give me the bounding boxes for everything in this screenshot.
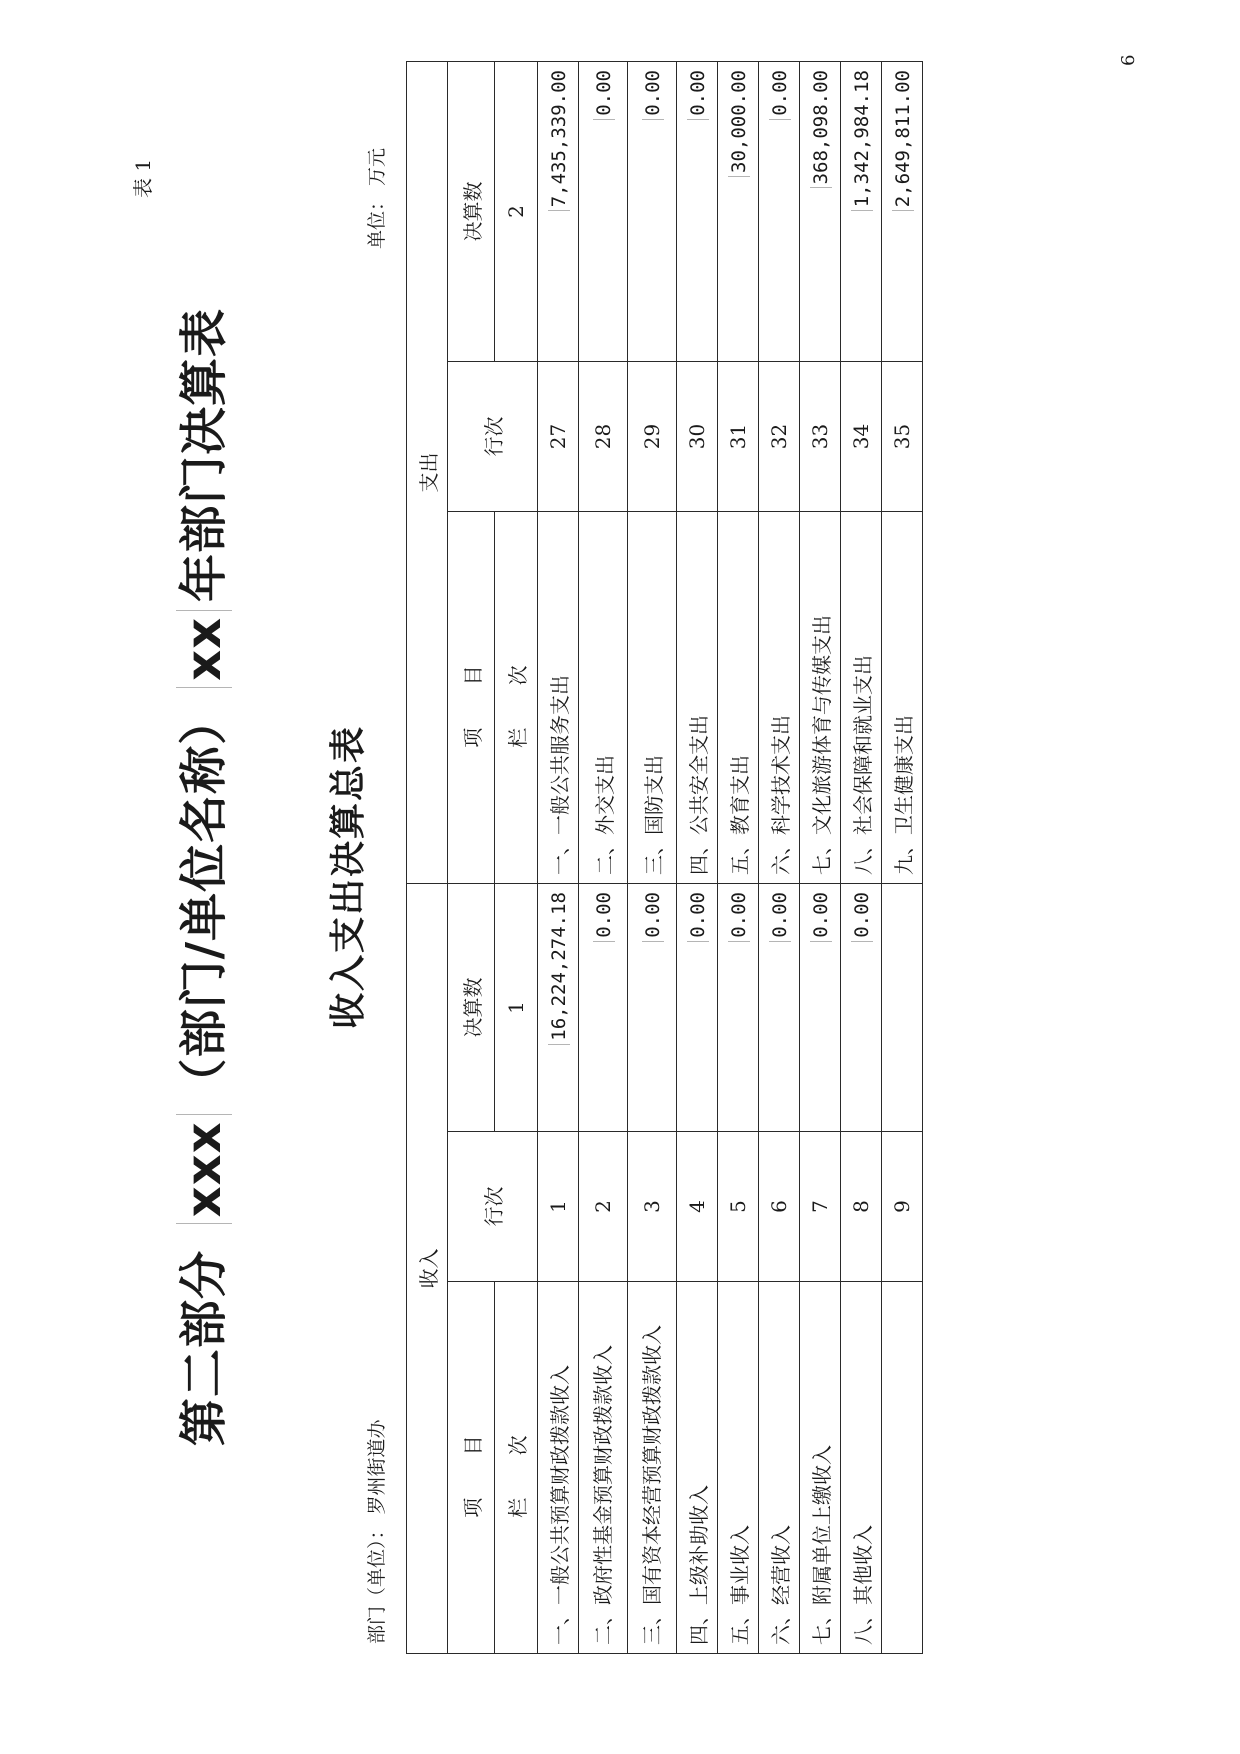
- expense-col-index: 2: [495, 62, 538, 362]
- income-final-value: 0.00: [851, 892, 873, 942]
- expense-item: 四、公共安全支出: [677, 512, 718, 884]
- department-line: 部门（单位）： 罗州街道办: [366, 1419, 388, 1644]
- income-final-value: 0.00: [810, 892, 832, 942]
- income-item: 一、一般公共预算财政拨款收入: [538, 1282, 579, 1654]
- income-item: 五、事业收入: [718, 1282, 759, 1654]
- expense-item: 二、外交支出: [579, 512, 628, 884]
- unit-line: 单位： 万元: [366, 147, 388, 249]
- table-row: [882, 62, 923, 1654]
- income-final-value: 16,224,274.18: [548, 892, 570, 1045]
- income-row-no: 3: [628, 1132, 677, 1282]
- expense-row-no: 35: [882, 362, 923, 512]
- table-row: [759, 62, 800, 1654]
- expense-row-no: 32: [759, 362, 800, 512]
- income-final-value: 0.00: [687, 892, 709, 942]
- income-row-no: 9: [882, 1132, 923, 1282]
- expense-final-header: 决算数: [448, 62, 495, 362]
- expense-final-value: 0.00: [687, 70, 709, 120]
- income-item: 四、上级补助收入: [677, 1282, 718, 1654]
- income-row-no: 6: [759, 1132, 800, 1282]
- year-placeholder: xx: [176, 610, 232, 688]
- expense-final-value: 368,098.00: [810, 70, 832, 188]
- expense-item: 九、卫生健康支出: [882, 512, 923, 884]
- income-row-no: 5: [718, 1132, 759, 1282]
- expense-final-value: 2,649,811.00: [892, 70, 914, 211]
- table-row: [841, 62, 882, 1654]
- income-final-value: 0.00: [769, 892, 791, 942]
- table-row: [800, 62, 841, 1654]
- group-header-row: [407, 62, 448, 1654]
- part-prefix: 第二部分: [176, 1250, 232, 1447]
- expense-final-value: 0.00: [642, 70, 664, 120]
- page-number: 6: [1118, 54, 1139, 66]
- expense-row-no: 33: [800, 362, 841, 512]
- income-item: 二、政府性基金预算财政拨款收入: [579, 1282, 628, 1654]
- income-row-no: 1: [538, 1132, 579, 1282]
- table-row: [579, 62, 628, 1654]
- income-item: [882, 1282, 923, 1654]
- expense-row-no: 31: [718, 362, 759, 512]
- income-row-no-header: 行次: [448, 1132, 538, 1282]
- income-header: 收入: [407, 884, 448, 1654]
- expense-final-value: 0.00: [769, 70, 791, 120]
- income-row-no: 7: [800, 1132, 841, 1282]
- unit-placeholder: xxx: [176, 1114, 232, 1224]
- income-final-value: 0.00: [728, 892, 750, 942]
- part-middle: （部门/单位名称）: [176, 695, 232, 1107]
- income-final-value: 0.00: [593, 892, 615, 942]
- column-index-row: [495, 62, 538, 1654]
- expense-final-value: 0.00: [593, 70, 615, 120]
- part-title: [165, 0, 234, 1754]
- table-row: [628, 62, 677, 1654]
- expense-item: 八、社会保障和就业支出: [841, 512, 882, 884]
- expense-row-no: 30: [677, 362, 718, 512]
- income-row-no: 4: [677, 1132, 718, 1282]
- table-title: 收入支出决算总表: [328, 725, 369, 1030]
- expense-header: 支出: [407, 62, 448, 884]
- expense-row-no: 27: [538, 362, 579, 512]
- expense-col-label: 栏 次: [495, 512, 538, 884]
- table-row: [718, 62, 759, 1654]
- income-item-header: 项 目: [448, 1282, 495, 1654]
- part-suffix: 年部门决算表: [176, 307, 232, 602]
- expense-item: 七、文化旅游体育与传媒支出: [800, 512, 841, 884]
- income-final-value: [882, 884, 923, 1132]
- expense-row-no-header: 行次: [448, 362, 538, 512]
- income-final-value: 0.00: [642, 892, 664, 942]
- expense-row-no: 29: [628, 362, 677, 512]
- expense-final-value: 30,000.00: [728, 70, 750, 177]
- expense-item: 三、国防支出: [628, 512, 677, 884]
- income-item: 七、附属单位上缴收入: [800, 1282, 841, 1654]
- expense-final-value: 7,435,339.00: [548, 70, 570, 211]
- income-expense-summary-table: [406, 61, 923, 1654]
- expense-row-no: 34: [841, 362, 882, 512]
- expense-final-value: 1,342,984.18: [851, 70, 873, 211]
- table-label: 表 1: [131, 158, 155, 198]
- table-row: [677, 62, 718, 1654]
- income-item: 八、其他收入: [841, 1282, 882, 1654]
- income-item: 三、国有资本经营预算财政拨款收入: [628, 1282, 677, 1654]
- expense-row-no: 28: [579, 362, 628, 512]
- expense-item: 六、科学技术支出: [759, 512, 800, 884]
- income-item: 六、经营收入: [759, 1282, 800, 1654]
- income-final-header: 决算数: [448, 884, 495, 1132]
- expense-item-header: 项 目: [448, 512, 495, 884]
- expense-item: 五、教育支出: [718, 512, 759, 884]
- income-row-no: 2: [579, 1132, 628, 1282]
- table-row: [538, 62, 579, 1654]
- column-header-row: [448, 62, 495, 1654]
- income-row-no: 8: [841, 1132, 882, 1282]
- expense-item: 一、一般公共服务支出: [538, 512, 579, 884]
- income-col-label: 栏 次: [495, 1282, 538, 1654]
- income-col-index: 1: [495, 884, 538, 1132]
